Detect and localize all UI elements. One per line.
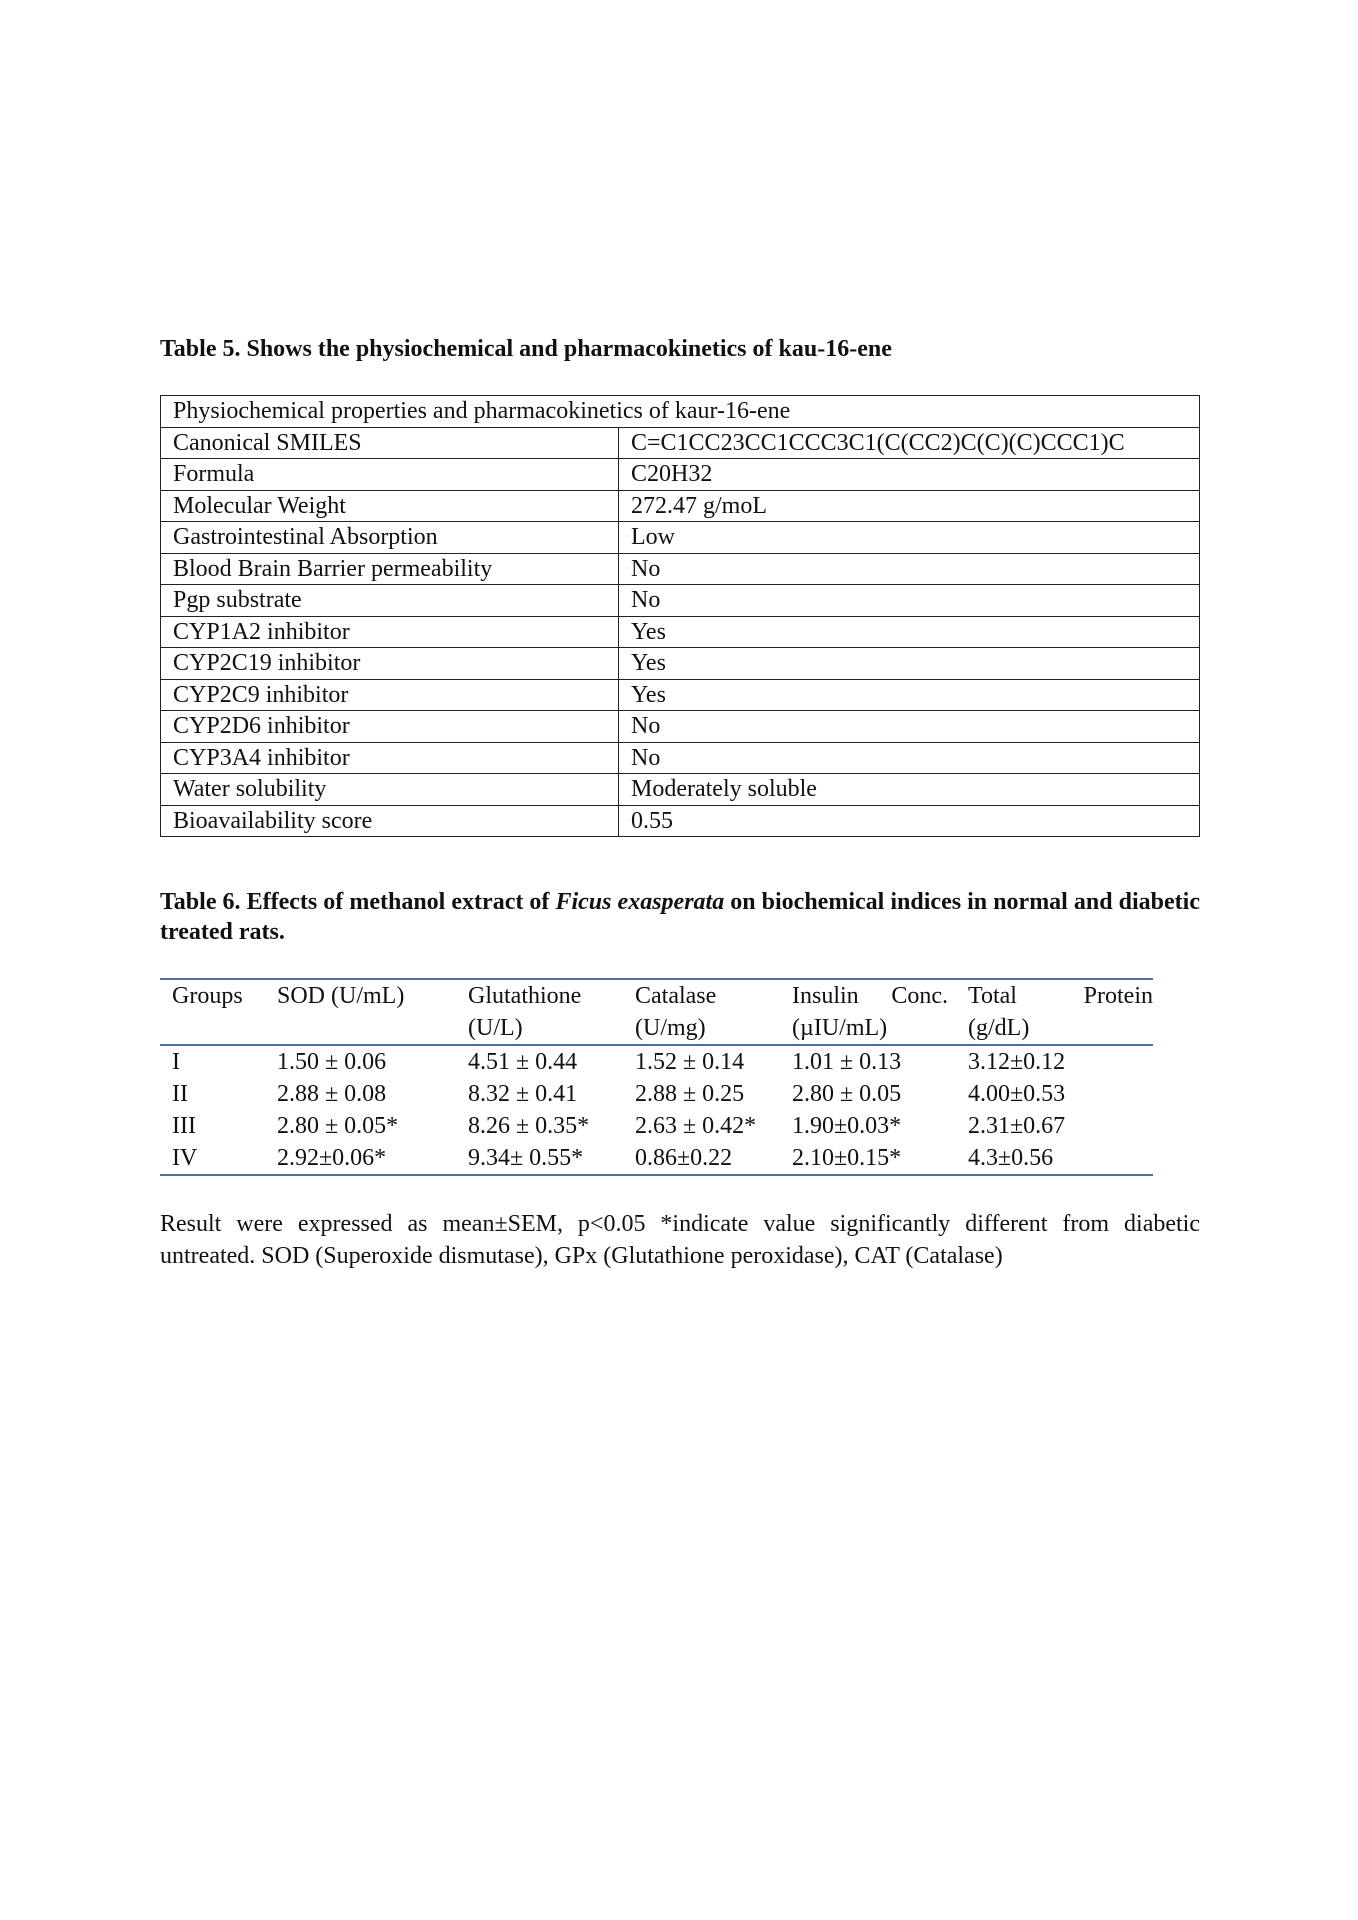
property-cell: CYP2C9 inhibitor [161,679,619,711]
table-row [161,553,1200,585]
empty-header [277,1012,468,1045]
table-row [161,648,1200,680]
col-unit-protein: (g/dL) [968,1012,1153,1045]
sod-cell: 2.80 ± 0.05* [277,1113,399,1139]
property-cell: Bioavailability score [161,805,619,837]
col-header-sod: SOD (U/mL) [277,979,468,1012]
catalase-cell: 0.86±0.22 [635,1142,792,1175]
value-cell: 272.47 g/moL [619,490,1200,522]
value-cell: C20H32 [619,459,1200,491]
value-cell: Yes [619,616,1200,648]
sod-cell: 1.50 ± 0.06 [277,1049,387,1075]
table-row [160,1045,1153,1078]
protein-header-word2: Protein [1083,983,1153,1009]
table-row [161,742,1200,774]
col-header-groups: Groups [160,979,277,1012]
header-row-units [160,1012,1153,1045]
empty-header [160,1012,277,1045]
table5-physiochemical [160,395,1200,837]
table6-caption [160,887,1200,947]
group-cell: III [172,1113,196,1139]
property-cell: CYP3A4 inhibitor [161,742,619,774]
table-row [160,1110,1153,1142]
table5-caption: Table 5. Shows the physiochemical and pharmacokinetics of kau-16-ene [160,336,892,362]
table5-title-row: Physiochemical properties and pharmacokinetics of kaur-16-ene [161,396,1200,428]
value-cell: No [619,711,1200,743]
table6-caption-mid: . Effects of methanol extract of [234,889,556,915]
col-header-catalase: Catalase [635,979,792,1012]
catalase-cell: 2.88 ± 0.25 [635,1081,745,1107]
table-row [161,711,1200,743]
table-row [161,805,1200,837]
catalase-cell: 1.52 ± 0.14 [635,1049,745,1075]
col-unit-insulin: (µIU/mL) [792,1012,968,1045]
property-cell: Formula [161,459,619,491]
table-row [161,427,1200,459]
insulin-cell: 2.80 ± 0.05 [792,1081,902,1107]
value-cell: Yes [619,679,1200,711]
property-cell: Molecular Weight [161,490,619,522]
value-cell: No [619,585,1200,617]
col-unit-catalase: (U/mg) [635,1012,792,1045]
table6-caption-prefix: Table 6 [160,889,235,915]
insulin-header-word2: Conc. [891,983,948,1009]
sod-cell: 2.92±0.06* [277,1142,468,1175]
property-cell: Blood Brain Barrier permeability [161,553,619,585]
table-row [161,396,1200,428]
value-cell: No [619,553,1200,585]
property-cell: CYP1A2 inhibitor [161,616,619,648]
glutathione-cell: 9.34± 0.55* [468,1142,635,1175]
protein-cell: 4.3±0.56 [968,1142,1153,1175]
property-cell: Water solubility [161,774,619,806]
table6-footnote: Result were expressed as mean±SEM, p<0.05 *indicate value significantly different from diabetic untreated. SOD (Superoxide dismutase), GPx (Glutathione peroxidase), CAT (Catalase) [160,1211,1200,1269]
col-header-glutathione: Glutathione [468,979,635,1012]
value-cell: Yes [619,648,1200,680]
table-row [161,679,1200,711]
table-row [161,490,1200,522]
value-cell: 0.55 [619,805,1200,837]
insulin-cell: 1.01 ± 0.13 [792,1049,902,1075]
value-cell: No [619,742,1200,774]
col-header-protein [968,979,1153,1012]
property-cell: Gastrointestinal Absorption [161,522,619,554]
protein-cell: 3.12±0.12 [968,1049,1066,1075]
table6-biochemical-indices [160,978,1153,1176]
table6-caption-suffix: on biochemical indices in normal and diabetic treated rats. [160,889,1200,945]
col-unit-glutathione: (U/L) [468,1012,635,1045]
property-cell: CYP2C19 inhibitor [161,648,619,680]
value-cell: Low [619,522,1200,554]
table-row [161,616,1200,648]
insulin-cell: 1.90±0.03* [792,1113,902,1139]
table-row [161,459,1200,491]
insulin-cell: 2.10±0.15* [792,1142,968,1175]
group-cell: IV [160,1142,277,1175]
protein-cell: 4.00±0.53 [968,1081,1066,1107]
header-row [160,979,1153,1012]
property-cell: Canonical SMILES [161,427,619,459]
glutathione-cell: 4.51 ± 0.44 [468,1049,578,1075]
table-row [160,1142,1153,1175]
glutathione-cell: 8.32 ± 0.41 [468,1081,578,1107]
col-header-insulin [792,979,968,1012]
group-cell: I [172,1049,180,1075]
insulin-header-word1: Insulin [792,983,859,1009]
table-row [161,585,1200,617]
property-cell: CYP2D6 inhibitor [161,711,619,743]
value-cell: Moderately soluble [619,774,1200,806]
property-cell: Pgp substrate [161,585,619,617]
table-row [160,1078,1153,1110]
catalase-cell: 2.63 ± 0.42* [635,1113,757,1139]
table-row [161,774,1200,806]
protein-cell: 2.31±0.67 [968,1113,1066,1139]
table6-caption-species: Ficus exasperata [555,889,725,915]
value-cell: C=C1CC23CC1CCC3C1(C(CC2)C(C)(C)CCC1)C [619,427,1200,459]
glutathione-cell: 8.26 ± 0.35* [468,1113,590,1139]
table-row [161,522,1200,554]
group-cell: II [172,1081,188,1107]
protein-header-word1: Total [968,983,1017,1009]
sod-cell: 2.88 ± 0.08 [277,1081,387,1107]
